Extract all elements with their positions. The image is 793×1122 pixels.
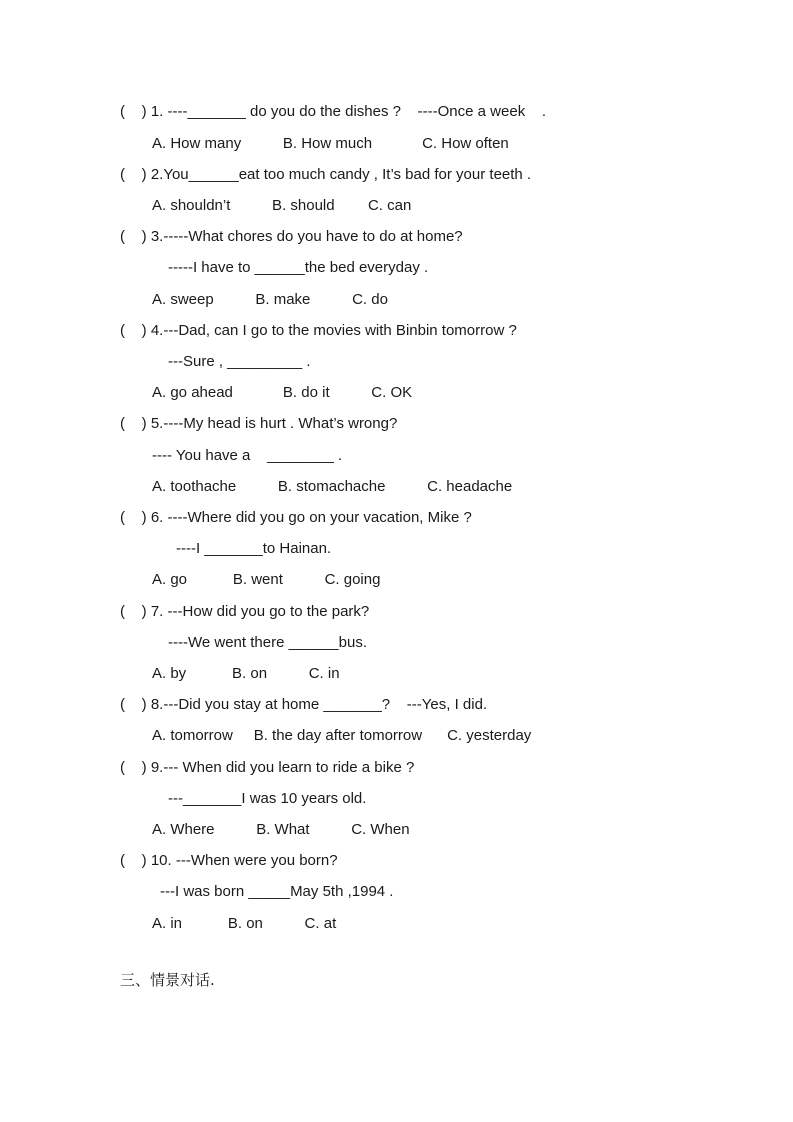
question-1-stem: ( ) 1. ----_______ do you do the dishes ? ----Once a week . [120,103,547,120]
question-6-stem: ( ) 6. ----Where did you go on your vacation, Mike ? [120,509,472,526]
question-4-stem: ( ) 4.---Dad, can I go to the movies with Binbin tomorrow ? [120,322,517,339]
question-9-options: A. Where B. What C. When [152,821,410,838]
question-7-answer-line: ----We went there ______bus. [168,634,367,651]
question-2-stem: ( ) 2.You______eat too much candy , It’s bad for your teeth . [120,166,532,183]
question-10-answer-line: ---I was born _____May 5th ,1994 . [160,883,394,900]
question-5-answer-line: ---- You have a ________ . [152,447,343,464]
question-3-options: A. sweep B. make C. do [152,291,388,308]
question-10-options: A. in B. on C. at [152,915,337,932]
question-8-stem: ( ) 8.---Did you stay at home _______? ---Yes, I did. [120,696,488,713]
question-5-stem: ( ) 5.----My head is hurt . What’s wrong? [120,415,398,432]
question-1-options: A. How many B. How much C. How often [152,135,509,152]
question-7-options: A. by B. on C. in [152,665,340,682]
section-heading: 三、情景对话. [120,971,215,989]
question-9-stem: ( ) 9.--- When did you learn to ride a bike ? [120,759,415,776]
question-3-answer-line: -----I have to ______the bed everyday . [168,259,429,276]
question-2-options: A. shouldn’t B. should C. can [152,197,412,214]
question-10-stem: ( ) 10. ---When were you born? [120,852,338,869]
question-3-stem: ( ) 3.-----What chores do you have to do at home? [120,228,463,245]
question-6-answer-line: ----I _______to Hainan. [176,540,332,557]
question-6-options: A. go B. went C. going [152,571,381,588]
question-7-stem: ( ) 7. ---How did you go to the park? [120,603,370,620]
question-4-options: A. go ahead B. do it C. OK [152,384,413,401]
question-8-options: A. tomorrow B. the day after tomorrow C. yesterday [152,727,532,744]
question-9-answer-line: ---_______I was 10 years old. [168,790,367,807]
question-5-options: A. toothache B. stomachache C. headache [152,478,513,495]
question-4-answer-line: ---Sure , _________ . [168,353,311,370]
